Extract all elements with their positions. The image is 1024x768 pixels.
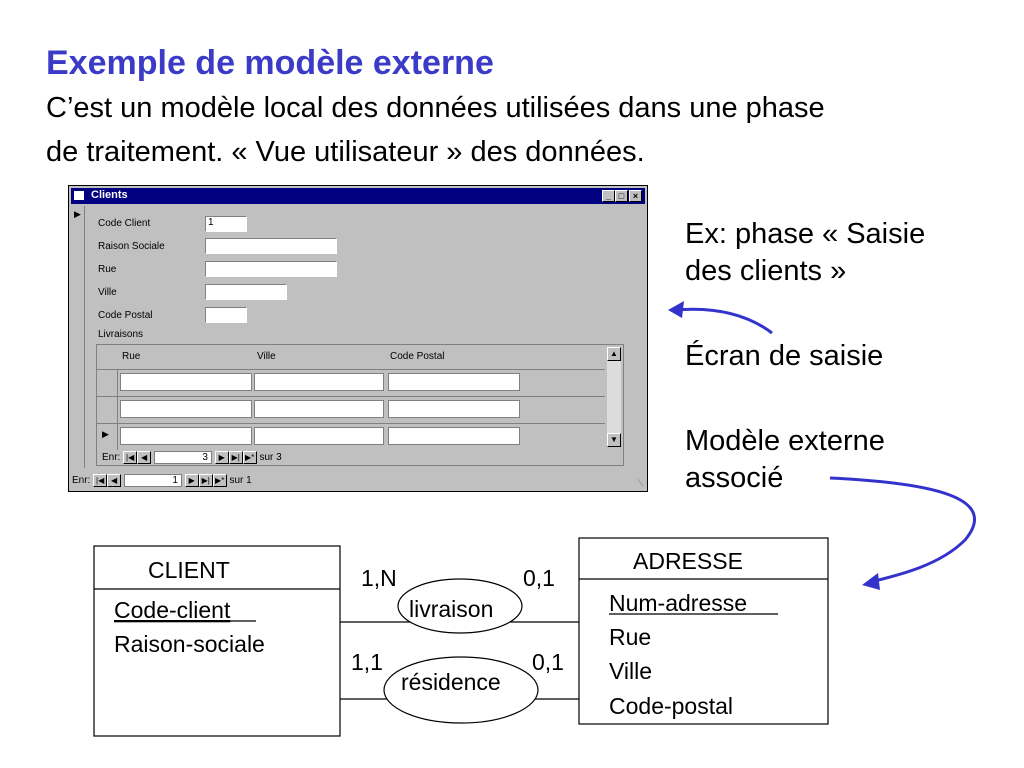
client-attribute: Raison-sociale	[114, 631, 265, 657]
client-entity-name: CLIENT	[148, 557, 230, 583]
current-row-arrow-icon: ▶	[102, 429, 109, 439]
code-client-label: Code Client	[98, 218, 151, 229]
code-client-field[interactable]: 1	[205, 216, 247, 232]
adresse-attribute: Code-postal	[609, 693, 734, 719]
new-record-icon[interactable]: ▶*	[213, 474, 227, 487]
example-phase-line-1: Ex: phase « Saisie	[685, 218, 926, 250]
raison-sociale-label: Raison Sociale	[98, 241, 165, 252]
ville-label: Ville	[98, 287, 117, 298]
previous-record-icon[interactable]: ◀	[107, 474, 121, 487]
previous-record-icon[interactable]: ◀	[137, 451, 151, 464]
minimize-button[interactable]: _	[602, 190, 615, 202]
code-postal-label: Code Postal	[98, 310, 153, 321]
subtitle-line-2: de traitement. « Vue utilisateur » des données.	[46, 136, 645, 168]
adresse-attribute: Ville	[609, 658, 653, 684]
residence-label: résidence	[401, 669, 501, 695]
first-record-icon[interactable]: |◀	[123, 451, 137, 464]
residence-card-adresse: 0,1	[532, 649, 564, 675]
model-arrow	[830, 478, 975, 582]
main-record-total: sur 1	[229, 475, 252, 487]
livraison-card-client: 1,N	[361, 565, 397, 591]
model-label-line-2: associé	[685, 462, 784, 494]
screen-arrow	[675, 309, 772, 333]
scroll-down-icon[interactable]: ▼	[607, 433, 621, 447]
subform-nav-prefix: Enr:	[102, 452, 121, 464]
adresse-identifier: Num-adresse	[609, 590, 748, 616]
main-nav-prefix: Enr:	[72, 475, 91, 487]
example-phase-line-2: des clients »	[685, 255, 847, 287]
close-button[interactable]: ×	[629, 190, 642, 202]
subform-record-number[interactable]: 3	[154, 451, 212, 464]
column-header-ville: Ville	[257, 351, 276, 362]
adresse-attribute: Rue	[609, 624, 652, 650]
rue-label: Rue	[98, 264, 117, 275]
slide-title: Exemple de modèle externe	[46, 44, 494, 82]
scroll-up-icon[interactable]: ▲	[607, 347, 621, 361]
subtitle-line-1: C’est un modèle local des données utilisées dans une phase	[46, 92, 825, 124]
livraison-label: livraison	[409, 596, 494, 622]
livraison-card-adresse: 0,1	[523, 565, 555, 591]
window-title: Clients	[91, 189, 128, 201]
model-label-line-1: Modèle externe	[685, 425, 885, 457]
column-header-rue: Rue	[122, 351, 141, 362]
column-header-code-postal: Code Postal	[390, 351, 445, 362]
screen-label: Écran de saisie	[685, 340, 884, 372]
livraisons-label: Livraisons	[98, 329, 144, 340]
new-record-icon[interactable]: ▶*	[243, 451, 257, 464]
next-record-icon[interactable]: ▶	[215, 451, 229, 464]
client-identifier: Code-client	[114, 597, 231, 623]
main-record-number[interactable]: 1	[124, 474, 182, 487]
adresse-entity-name: ADRESSE	[633, 548, 743, 574]
model-arrow-head-icon	[862, 573, 880, 590]
residence-card-client: 1,1	[351, 649, 383, 675]
last-record-icon[interactable]: ▶|	[229, 451, 243, 464]
current-record-arrow-icon: ▶	[74, 209, 81, 219]
last-record-icon[interactable]: ▶|	[199, 474, 213, 487]
screen-arrow-head-icon	[668, 301, 684, 318]
first-record-icon[interactable]: |◀	[93, 474, 107, 487]
next-record-icon[interactable]: ▶	[185, 474, 199, 487]
subform-record-total: sur 3	[259, 452, 282, 464]
maximize-button[interactable]: □	[615, 190, 628, 202]
